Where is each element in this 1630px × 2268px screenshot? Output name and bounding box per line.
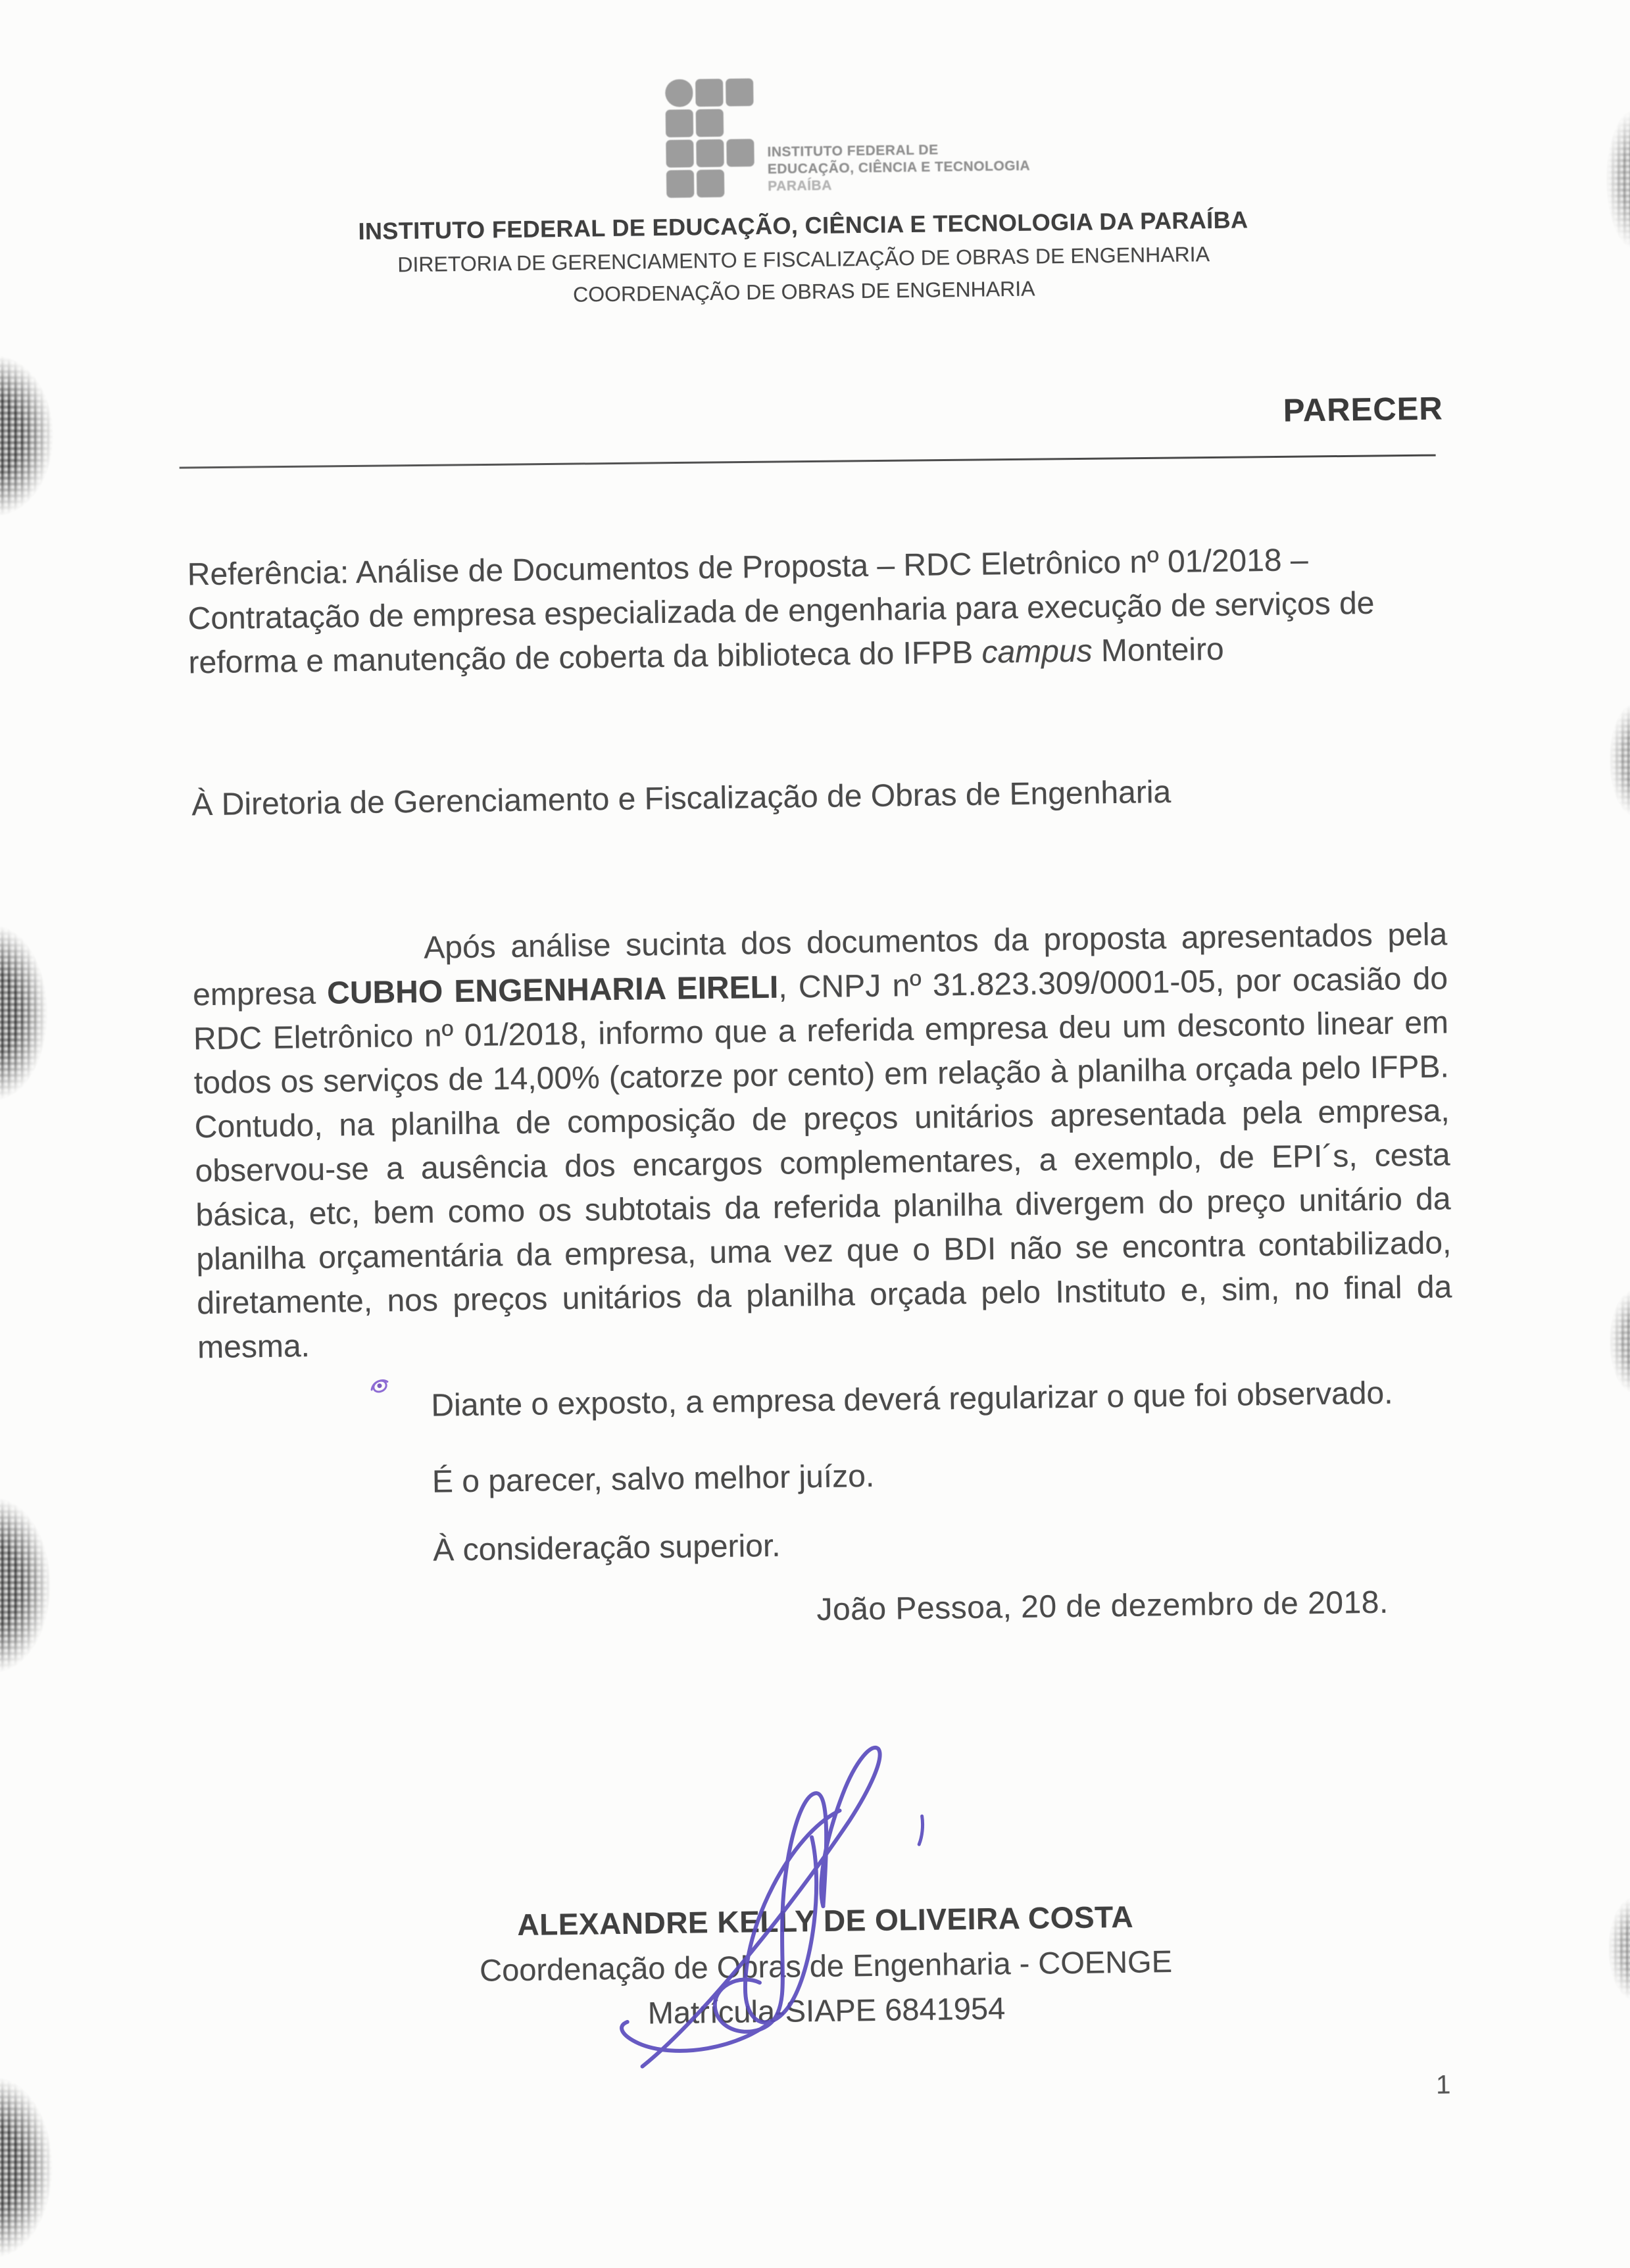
body-paragraph-3: É o parecer, salvo melhor juízo. — [432, 1458, 875, 1500]
dateline: João Pessoa, 20 de dezembro de 2018. — [816, 1585, 1389, 1628]
body-paragraph-2: Diante o exposto, a empresa deverá regularizar o que foi observado. — [431, 1375, 1393, 1423]
document-title: PARECER — [1283, 391, 1444, 429]
logo-cell — [726, 139, 754, 167]
signatory-name: ALEXANDRE KELLY DE OLIVEIRA COSTA — [517, 1899, 1134, 1942]
logo-wordmark-line2: EDUCAÇÃO, CIÊNCIA E TECNOLOGIA — [767, 158, 1031, 177]
paragraph1-text-start: Após análise sucinta dos documentos da proposta apresentados pela empresa — [192, 917, 1448, 1013]
signatory-role: Coordenação de Obras de Engenharia - COENGE — [479, 1944, 1173, 1988]
logo-cell — [726, 78, 754, 107]
reference-campus-italic: campus — [981, 633, 1093, 670]
logo-cell — [666, 170, 695, 198]
reference-line1: Referência: Análise de Documentos de Proposta – RDC Eletrônico nº 01/2018 – — [187, 543, 1308, 593]
logo-wordmark-line1: INSTITUTO FEDERAL DE — [767, 142, 939, 160]
reference-line3-tail: Monteiro — [1092, 631, 1225, 669]
company-name: CUBHO ENGENHARIA EIRELI — [326, 970, 779, 1011]
reference-line3-text: reforma e manutenção de coberta da biblioteca do IFPB — [188, 635, 982, 681]
body-paragraph-1 — [192, 912, 1453, 1369]
logo-cell — [695, 79, 724, 107]
logo-cell — [666, 139, 694, 168]
pen-scribble-icon — [366, 1373, 393, 1400]
logo-wordmark-line3: PARAÍBA — [768, 178, 832, 194]
letterhead — [0, 201, 1619, 314]
logo-cell — [697, 170, 725, 198]
reference-line2: Contratação de empresa especializada de engenharia para execução de serviços de — [187, 585, 1375, 637]
letterhead-institution: INSTITUTO FEDERAL DE EDUCAÇÃO, CIÊNCIA E TECNOLOGIA DA PARAÍBA — [358, 206, 1248, 245]
logo-cell — [696, 139, 724, 168]
logo-cell — [696, 109, 724, 137]
recipient-line: À Diretoria de Gerenciamento e Fiscalização de Obras de Engenharia — [191, 774, 1172, 823]
letterhead-directorate: DIRETORIA DE GERENCIAMENTO E FISCALIZAÇÃO DE OBRAS DE ENGENHARIA — [397, 242, 1210, 277]
ifpb-logo-mark — [665, 78, 760, 205]
signature-ink — [599, 1707, 972, 2080]
paragraph1-text-end: , CNPJ nº 31.823.309/0001-05, por ocasião do RDC Eletrônico nº 01/2018, informo que a referida empresa deu um desconto linear em todos os serviços de 14,00% (catorze por cento) em relação à planilha orçada pelo IFPB. Contudo, na planilha de composição de preços unitários apresentada pela empresa, observou-se a ausência dos encargos complementares, a exemplo, de EPI´s, cesta básica, etc, bem como os subtotais da referida planilha divergem do preço unitário da planilha orçamentária da empresa, uma vez que o BDI não se encontra contabilizado, diretamente, nos preços unitários da planilha orçada pelo Instituto e, sim, no final da mesma. — [193, 961, 1452, 1366]
signatory-registration: Matrícula-SIAPE 6841954 — [647, 1990, 1006, 2031]
body-paragraph-4: À consideração superior. — [432, 1528, 781, 1568]
logo-cell — [666, 109, 694, 137]
letterhead-coordination: COORDENAÇÃO DE OBRAS DE ENGENHARIA — [572, 276, 1035, 307]
title-underline — [180, 455, 1436, 469]
logo-cell-circle — [665, 79, 693, 107]
reference-paragraph — [187, 536, 1464, 685]
ifpb-logo-wordmark — [767, 141, 1030, 195]
page-number: 1 — [1435, 2070, 1451, 2100]
